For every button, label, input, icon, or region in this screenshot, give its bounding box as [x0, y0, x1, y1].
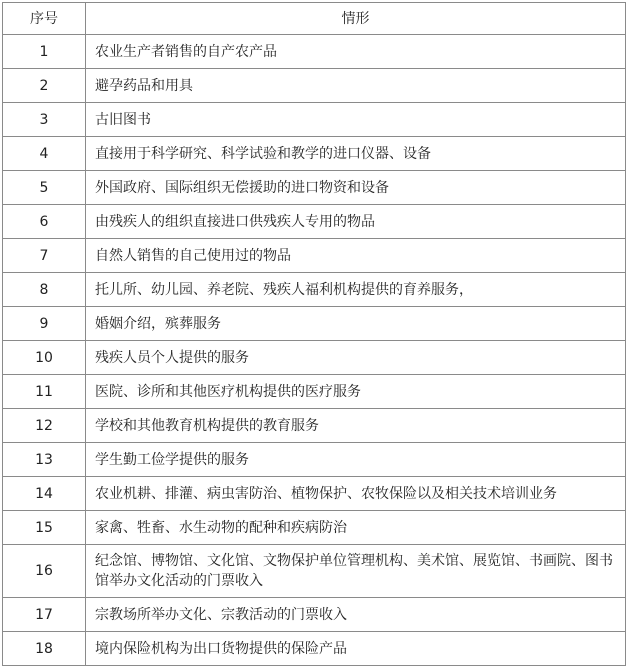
table-row	[3, 205, 626, 239]
table-row	[3, 69, 626, 103]
table-row	[3, 341, 626, 375]
row-number: 5	[3, 171, 86, 205]
table-row	[3, 409, 626, 443]
table-row	[3, 307, 626, 341]
row-description: 农业机耕、排灌、病虫害防治、植物保护、农牧保险以及相关技术培训业务	[86, 477, 626, 511]
row-description: 医院、诊所和其他医疗机构提供的医疗服务	[86, 375, 626, 409]
row-number: 13	[3, 443, 86, 477]
row-description: 婚姻介绍，殡葬服务	[86, 307, 626, 341]
table-row	[3, 273, 626, 307]
row-number: 2	[3, 69, 86, 103]
row-description: 外国政府、国际组织无偿援助的进口物资和设备	[86, 171, 626, 205]
row-description: 残疾人员个人提供的服务	[86, 341, 626, 375]
row-number: 11	[3, 375, 86, 409]
row-number: 3	[3, 103, 86, 137]
table-row	[3, 477, 626, 511]
row-description: 境内保险机构为出口货物提供的保险产品	[86, 632, 626, 666]
header-row	[3, 3, 626, 35]
row-description: 避孕药品和用具	[86, 69, 626, 103]
header-situation: 情形	[86, 3, 626, 35]
row-description: 托儿所、幼儿园、养老院、残疾人福利机构提供的育养服务，	[86, 273, 626, 307]
table-row	[3, 545, 626, 598]
row-description: 农业生产者销售的自产农产品	[86, 35, 626, 69]
row-description: 纪念馆、博物馆、文化馆、文物保护单位管理机构、美术馆、展览馆、书画院、图书馆举办文化活动的门票收入	[86, 545, 626, 598]
row-number: 17	[3, 598, 86, 632]
table-row	[3, 103, 626, 137]
tax-exemption-table-container	[2, 2, 625, 666]
tax-exemption-table	[2, 2, 626, 666]
table-row	[3, 137, 626, 171]
row-number: 7	[3, 239, 86, 273]
row-number: 12	[3, 409, 86, 443]
table-row	[3, 511, 626, 545]
row-number: 6	[3, 205, 86, 239]
row-number: 10	[3, 341, 86, 375]
table-row	[3, 598, 626, 632]
row-description: 自然人销售的自己使用过的物品	[86, 239, 626, 273]
table-row	[3, 443, 626, 477]
table-row	[3, 375, 626, 409]
row-description: 直接用于科学研究、科学试验和教学的进口仪器、设备	[86, 137, 626, 171]
row-number: 15	[3, 511, 86, 545]
table-row	[3, 171, 626, 205]
row-description: 学生勤工俭学提供的服务	[86, 443, 626, 477]
row-description: 由残疾人的组织直接进口供残疾人专用的物品	[86, 205, 626, 239]
row-description: 古旧图书	[86, 103, 626, 137]
row-number: 18	[3, 632, 86, 666]
row-number: 16	[3, 545, 86, 598]
row-number: 4	[3, 137, 86, 171]
table-row	[3, 239, 626, 273]
row-description: 宗教场所举办文化、宗教活动的门票收入	[86, 598, 626, 632]
row-description: 学校和其他教育机构提供的教育服务	[86, 409, 626, 443]
row-number: 8	[3, 273, 86, 307]
table-row	[3, 632, 626, 666]
row-number: 1	[3, 35, 86, 69]
header-serial-number: 序号	[3, 3, 86, 35]
row-number: 9	[3, 307, 86, 341]
row-description: 家禽、牲畜、水生动物的配种和疾病防治	[86, 511, 626, 545]
row-number: 14	[3, 477, 86, 511]
table-row	[3, 35, 626, 69]
